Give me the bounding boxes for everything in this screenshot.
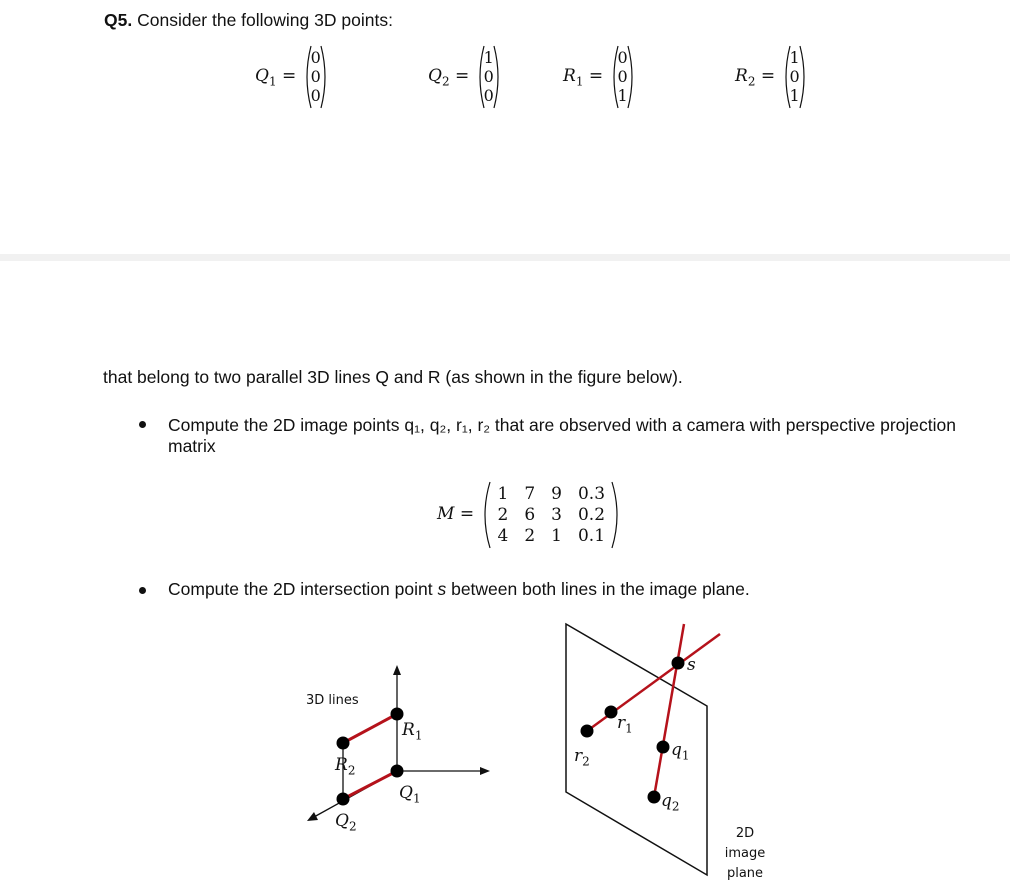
label-image-plane: 2D image plane <box>724 826 766 881</box>
label-3d-lines: 3D lines <box>306 693 359 708</box>
point-r1-dot <box>391 708 404 721</box>
var-s: s <box>437 579 447 599</box>
label-q1: $q_1$ <box>671 740 690 763</box>
point-r1-2d-dot <box>605 706 618 719</box>
point-q1-vector: 0 0 0 <box>302 48 330 105</box>
label-s: s <box>687 655 696 675</box>
line-q-2d <box>654 624 684 797</box>
label-r1: $r_1$ <box>617 713 633 736</box>
arrow-right-icon <box>480 767 490 775</box>
point-q2-2d-dot <box>648 791 661 804</box>
question-intro: Consider the following 3D points: <box>137 10 393 30</box>
point-r2-dot <box>337 737 350 750</box>
bullet-first: Compute the 2D image points q₁, q₂, r₁, r₂ that are observed with a camera with perspective projection matrix <box>168 415 956 456</box>
point-q1-dot <box>391 765 404 778</box>
equals-sign: = <box>281 66 297 86</box>
point-q2-vector: 1 0 0 <box>475 48 503 105</box>
point-r1-name: $R_1$ <box>563 66 584 89</box>
point-s-dot <box>672 657 685 670</box>
line-r-3d <box>343 714 397 743</box>
point-r2-2d-dot <box>581 725 594 738</box>
equals-sign: = <box>588 66 604 86</box>
matrix-row: 4 2 1 0.1 <box>497 525 606 546</box>
point-r2-name: $R_2$ <box>735 66 756 89</box>
bullet-second: Compute the 2D intersection point s between both lines in the image plane. <box>168 579 750 599</box>
equals-sign: = <box>459 504 475 524</box>
body-text: that belong to two parallel 3D lines Q and R (as shown in the figure below). <box>103 367 683 387</box>
label-q2: $q_2$ <box>661 791 680 814</box>
label-Q2: $Q_2$ <box>335 811 357 834</box>
point-q1-name: $Q_1$ <box>255 66 277 89</box>
arrow-up-icon <box>393 665 401 675</box>
label-R2: $R_2$ <box>335 755 356 778</box>
matrix-row: 2 6 3 0.2 <box>497 504 606 525</box>
matrix-name: M <box>437 504 455 524</box>
equals-sign: = <box>760 66 776 86</box>
point-q2-name: $Q_2$ <box>428 66 450 89</box>
question-number: Q5. <box>104 10 133 30</box>
label-Q1: $Q_1$ <box>399 783 421 806</box>
point-r1-vector: 0 0 1 <box>609 48 637 105</box>
equals-sign: = <box>454 66 470 86</box>
point-r2-vector: 1 0 1 <box>781 48 809 105</box>
matrix-row: 1 7 9 0.3 <box>497 483 606 504</box>
arrow-diag-icon <box>307 812 318 821</box>
point-q2-dot <box>337 793 350 806</box>
point-q1-2d-dot <box>657 741 670 754</box>
label-R1: $R_1$ <box>402 720 423 743</box>
label-r2: $r_2$ <box>574 746 590 769</box>
